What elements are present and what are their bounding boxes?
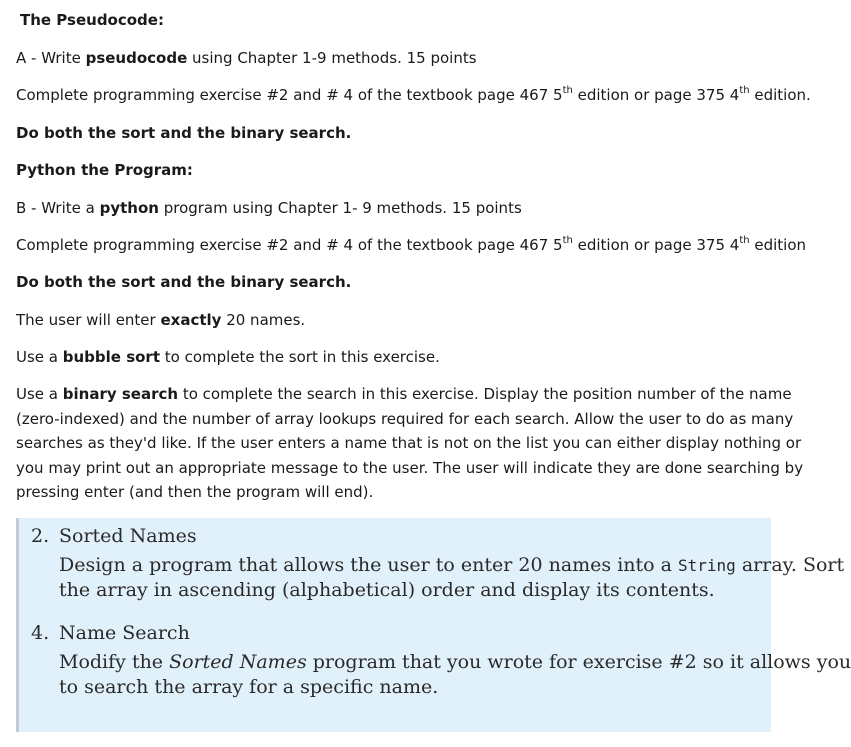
part-b-instruction [16,199,522,217]
pseudocode-heading: The Pseudocode: [20,11,164,29]
both-sort-search-b: Do both the sort and the binary search. [16,273,352,291]
binary-prefix: Use a [16,385,63,403]
exercise-2-number: 2. [31,525,50,547]
binary-bold: binary search [62,385,179,403]
binary-row-2: (zero-indexed) and the number of array lookups required for each search. Allow the user to do as many [16,409,794,428]
exercise-ref-b-sup1: th [562,235,573,246]
bubble-prefix: Use a [16,348,63,366]
names-suffix: 20 names. [221,311,306,329]
exercise-2-body [59,553,844,603]
part-a-suffix: using Chapter 1-9 methods. 15 points [187,49,477,67]
binary-row-1 [16,382,806,407]
exercise-ref-a-text3: edition. [749,86,811,104]
binary-row1-rest: to complete the search in this exercise. Display the position number of the name [178,385,792,403]
exercise-reference-a [16,86,811,104]
exercise-ref-b-text1: Complete programming exercise #2 and # 4 of the textbook page 467 5 [16,236,563,254]
part-b-bold: python [99,199,159,217]
bubble-bold: bubble sort [62,348,160,366]
exercise-2-line1-before: Design a program that allows the user to enter 20 names into a [59,554,679,576]
exercise-4-body [59,650,851,700]
binary-row-5: pressing enter (and then the program will end). [16,483,374,501]
binary-row-3: searches as they'd like. If the user enters a name that is not on the list you can either display nothing or [16,434,802,452]
exercise-4-title [31,622,190,644]
part-a-instruction [16,49,477,67]
names-requirement [16,311,305,329]
exercise-2-line-2: the array in ascending (alphabetical) order and display its contents. [59,579,715,601]
textbook-excerpt [16,518,851,732]
bubble-sort-requirement [16,348,440,366]
exercise-ref-b-text3: edition [749,236,807,254]
exercise-2-line-1 [59,553,844,578]
exercise-ref-b-text2: edition or page 375 4 [572,236,740,254]
bubble-suffix: to complete the sort in this exercise. [160,348,440,366]
exercise-4-line1-after: program that you wrote for exercise #2 so it allows you [306,651,851,673]
exercise-4-number: 4. [31,622,50,644]
exercise-ref-b-sup2: th [739,235,750,246]
exercise-reference-b [16,236,806,254]
exercise-4-line-2: to search the array for a specific name. [59,676,439,698]
exercise-4-line1-before: Modify the [59,651,170,673]
python-heading: Python the Program: [16,161,193,179]
exercise-2-title [31,525,197,547]
part-a-bold: pseudocode [85,49,188,67]
names-prefix: The user will enter [16,311,161,329]
part-b-prefix: B - Write a [16,199,100,217]
exercise-2-title-text: Sorted Names [59,525,197,547]
part-b-suffix: program using Chapter 1- 9 methods. 15 points [158,199,522,217]
string-keyword: String [678,556,736,575]
part-a-prefix: A - Write [16,49,86,67]
names-bold: exactly [160,311,222,329]
exercise-ref-a-sup1: th [562,85,573,96]
exercise-4-title-text: Name Search [59,622,190,644]
exercise-4-line-1 [59,650,851,675]
exercise-ref-a-text1: Complete programming exercise #2 and # 4 of the textbook page 467 5 [16,86,563,104]
exercise-4-line1-italic: Sorted Names [169,651,307,673]
exercise-ref-a-text2: edition or page 375 4 [572,86,740,104]
binary-search-paragraph [16,382,806,505]
binary-row-4: you may print out an appropriate message to the user. The user will indicate they are done searching by [16,458,804,477]
exercise-2-line1-after: array. Sort [735,554,845,576]
both-sort-search-a: Do both the sort and the binary search. [16,124,352,142]
exercise-ref-a-sup2: th [739,85,750,96]
